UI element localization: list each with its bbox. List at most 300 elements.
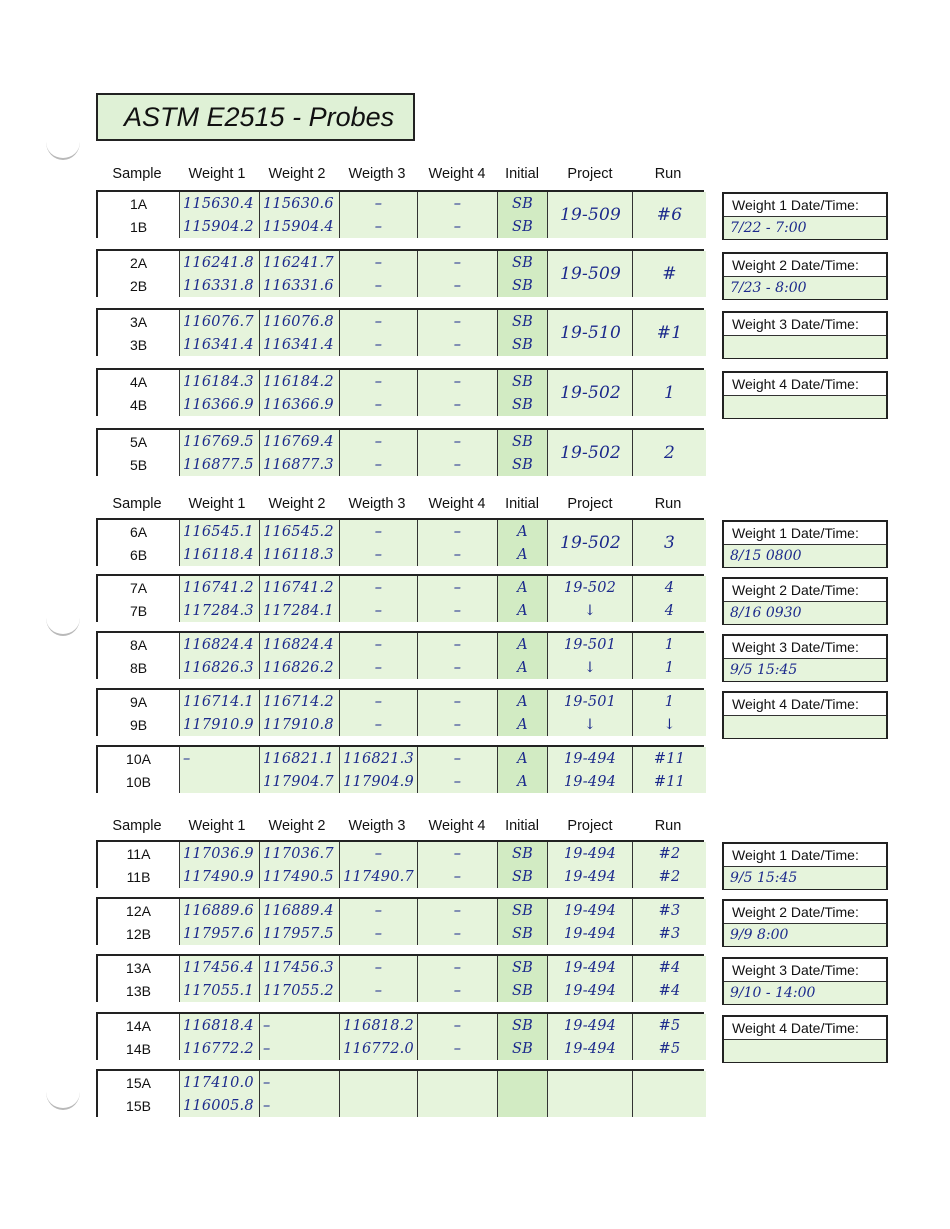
sample-id-cell: 10B [98,770,180,793]
w3-cell[interactable]: 116818.2 [340,1014,418,1037]
sample-id-cell: 11A [98,842,180,865]
sample-row [98,576,702,600]
project-cell[interactable]: 19-502 [548,576,633,599]
w4-cell[interactable]: – [418,370,498,393]
binder-hole-bottom [46,1074,80,1110]
w1-cell[interactable]: 115904.2 [180,215,260,238]
w3-cell[interactable]: 116772.0 [340,1037,418,1060]
date-time-label: Weight 3 Date/Time: [724,959,886,982]
run-cell[interactable]: 4 [633,576,706,599]
date-time-label: Weight 4 Date/Time: [724,693,886,716]
date-time-box [722,371,888,419]
w4-cell[interactable] [418,1071,498,1094]
initial-cell[interactable] [498,1094,548,1117]
sample-id-cell: 7B [98,599,180,622]
w4-cell[interactable]: – [418,215,498,238]
sample-pair-group [96,574,704,622]
date-time-box [722,577,888,625]
date-time-box [722,842,888,890]
w3-cell[interactable]: – [340,251,418,274]
sample-id-cell: 11B [98,865,180,888]
date-time-label: Weight 3 Date/Time: [724,636,886,659]
sample-id-cell: 12A [98,899,180,922]
project-cell[interactable]: 19-494 [548,899,633,922]
w3-cell[interactable]: – [340,274,418,297]
sample-id-cell: 3B [98,333,180,356]
run-merged-value: # [662,264,677,284]
w1-cell[interactable]: 115630.4 [180,192,260,215]
sample-pair-group [96,368,704,416]
sample-row [98,770,702,793]
initial-cell[interactable]: SB [498,370,548,393]
project-cell[interactable]: ↓ [548,713,633,736]
project-cell[interactable] [548,1094,633,1117]
run-merged-value: 3 [663,533,676,553]
w3-cell[interactable]: – [340,842,418,865]
w1-cell[interactable]: 116769.5 [180,430,260,453]
date-time-value[interactable]: 9/5 15:45 [724,659,886,681]
date-time-label: Weight 2 Date/Time: [724,901,886,924]
run-cell[interactable]: 1 [633,690,706,713]
w1-cell[interactable]: 117490.9 [180,865,260,888]
sample-row [98,979,702,1002]
initial-cell[interactable]: SB [498,956,548,979]
w1-cell[interactable]: 117284.3 [180,599,260,622]
w2-cell[interactable]: 116741.2 [260,576,340,599]
run-cell[interactable]: #4 [633,979,706,1002]
column-header: Weigth 3 [348,166,406,182]
date-time-box [722,634,888,682]
w4-cell[interactable]: – [418,333,498,356]
initial-cell[interactable]: A [498,576,548,599]
initial-cell[interactable]: SB [498,215,548,238]
initial-cell[interactable]: SB [498,453,548,476]
date-time-box [722,957,888,1005]
project-merged-value: 19-509 [559,264,622,284]
w3-cell[interactable]: – [340,922,418,945]
w3-cell[interactable]: – [340,543,418,566]
sample-pair-group [96,1012,704,1060]
run-cell[interactable]: #11 [633,747,706,770]
project-merged-value: 19-502 [559,533,622,553]
project-cell[interactable]: ↓ [548,599,633,622]
sample-pair-group [96,190,704,238]
w1-cell[interactable]: 116889.6 [180,899,260,922]
w1-cell[interactable]: 116714.1 [180,690,260,713]
w4-cell[interactable]: – [418,690,498,713]
run-cell[interactable] [633,1071,706,1094]
sample-id-cell: 4B [98,393,180,416]
initial-cell[interactable]: A [498,713,548,736]
project-cell[interactable]: 19-494 [548,922,633,945]
w2-cell[interactable]: 117284.1 [260,599,340,622]
sample-id-cell: 15A [98,1071,180,1094]
w1-cell[interactable]: 116545.1 [180,520,260,543]
initial-cell[interactable]: A [498,520,548,543]
w2-cell[interactable]: 116821.1 [260,747,340,770]
w2-cell[interactable]: 116714.2 [260,690,340,713]
w3-cell[interactable]: 116821.3 [340,747,418,770]
w4-cell[interactable]: – [418,274,498,297]
w2-cell[interactable]: 116824.4 [260,633,340,656]
sample-pair-group [96,954,704,1002]
w1-cell[interactable]: 116877.5 [180,453,260,476]
w2-cell[interactable]: 116184.2 [260,370,340,393]
w4-cell[interactable]: – [418,310,498,333]
date-time-value[interactable] [724,1040,886,1062]
w2-cell[interactable]: 116545.2 [260,520,340,543]
column-header-row [0,166,950,186]
w1-cell[interactable]: 116824.4 [180,633,260,656]
date-time-box [722,520,888,568]
w4-cell[interactable]: – [418,1037,498,1060]
w3-cell[interactable]: 117904.9 [340,770,418,793]
sample-pair-group [96,428,704,476]
w2-cell[interactable]: 117036.7 [260,842,340,865]
column-header: Weight 4 [428,818,486,834]
w2-cell[interactable]: – [260,1014,340,1037]
w3-cell[interactable]: – [340,430,418,453]
sample-id-cell: 8A [98,633,180,656]
sample-id-cell: 1B [98,215,180,238]
w4-cell[interactable]: – [418,633,498,656]
sample-id-cell: 3A [98,310,180,333]
sample-pair-group [96,518,704,566]
run-cell[interactable]: #4 [633,956,706,979]
initial-cell[interactable]: SB [498,430,548,453]
w1-cell[interactable]: 117910.9 [180,713,260,736]
initial-cell[interactable]: SB [498,310,548,333]
project-cell[interactable]: 19-494 [548,842,633,865]
w4-cell[interactable]: – [418,922,498,945]
sample-id-cell: 9B [98,713,180,736]
project-cell[interactable]: 19-494 [548,865,633,888]
w3-cell[interactable]: – [340,215,418,238]
w4-cell[interactable] [418,1094,498,1117]
initial-cell[interactable]: A [498,633,548,656]
w4-cell[interactable]: – [418,1014,498,1037]
initial-cell[interactable]: SB [498,865,548,888]
w1-cell[interactable]: – [180,747,260,770]
binder-hole-top [46,124,80,160]
w4-cell[interactable]: – [418,576,498,599]
w3-cell[interactable]: – [340,192,418,215]
run-cell[interactable]: #5 [633,1037,706,1060]
w2-cell[interactable]: 116889.4 [260,899,340,922]
column-header: Project [567,166,613,182]
column-header: Initial [505,496,539,512]
sample-id-cell: 15B [98,1094,180,1117]
date-time-label: Weight 1 Date/Time: [724,844,886,867]
project-cell[interactable]: 19-494 [548,979,633,1002]
initial-cell[interactable]: SB [498,251,548,274]
run-cell[interactable]: #11 [633,770,706,793]
date-time-value[interactable]: 7/22 - 7:00 [724,217,886,239]
w1-cell[interactable] [180,770,260,793]
w1-cell[interactable]: 116241.8 [180,251,260,274]
w2-cell[interactable]: 116826.2 [260,656,340,679]
w1-cell[interactable]: 116366.9 [180,393,260,416]
sample-id-cell: 5A [98,430,180,453]
initial-cell[interactable]: A [498,656,548,679]
w4-cell[interactable]: – [418,956,498,979]
w3-cell[interactable]: – [340,599,418,622]
w4-cell[interactable]: – [418,192,498,215]
w1-cell[interactable]: 116772.2 [180,1037,260,1060]
project-cell[interactable]: 19-494 [548,770,633,793]
column-header: Weight 2 [268,166,326,182]
project-cell[interactable]: 19-494 [548,1014,633,1037]
w4-cell[interactable]: – [418,599,498,622]
sample-row [98,842,702,866]
date-time-value[interactable] [724,396,886,418]
sample-row [98,922,702,945]
column-header: Weight 1 [188,166,246,182]
w4-cell[interactable]: – [418,430,498,453]
sample-id-cell: 5B [98,453,180,476]
sample-row [98,899,702,923]
initial-cell[interactable]: SB [498,842,548,865]
w2-cell[interactable]: 116331.6 [260,274,340,297]
w2-cell[interactable]: – [260,1094,340,1117]
column-header: Run [654,818,682,834]
w3-cell[interactable] [340,1094,418,1117]
column-header: Project [567,818,613,834]
initial-cell[interactable] [498,1071,548,1094]
w1-cell[interactable]: 116076.7 [180,310,260,333]
column-header: Weight 2 [268,496,326,512]
sample-row [98,865,702,888]
w2-cell[interactable]: 115630.6 [260,192,340,215]
date-time-label: Weight 1 Date/Time: [724,194,886,217]
date-time-value[interactable] [724,336,886,358]
w4-cell[interactable]: – [418,747,498,770]
initial-cell[interactable]: A [498,543,548,566]
date-time-box [722,691,888,739]
w2-cell[interactable]: 116877.3 [260,453,340,476]
w1-cell[interactable]: 116005.8 [180,1094,260,1117]
w4-cell[interactable]: – [418,979,498,1002]
w2-cell[interactable]: 117490.5 [260,865,340,888]
column-header: Run [654,496,682,512]
sample-pair-group [96,1069,704,1117]
column-header: Weight 1 [188,496,246,512]
w1-cell[interactable]: 116118.4 [180,543,260,566]
run-cell[interactable]: ↓ [633,713,706,736]
w1-cell[interactable]: 117957.6 [180,922,260,945]
date-time-box [722,311,888,359]
column-header: Weigth 3 [348,496,406,512]
run-cell[interactable]: 1 [633,633,706,656]
w2-cell[interactable]: 116241.7 [260,251,340,274]
sample-id-cell: 14A [98,1014,180,1037]
w3-cell[interactable]: – [340,899,418,922]
sample-row [98,656,702,679]
project-merged-value: 19-502 [559,443,622,463]
w2-cell[interactable]: 117055.2 [260,979,340,1002]
date-time-value[interactable]: 9/10 - 14:00 [724,982,886,1004]
w1-cell[interactable]: 116331.8 [180,274,260,297]
w2-cell[interactable]: 115904.4 [260,215,340,238]
w4-cell[interactable]: – [418,842,498,865]
project-merged-value: 19-509 [559,205,622,225]
run-cell[interactable]: #3 [633,899,706,922]
initial-cell[interactable]: A [498,690,548,713]
initial-cell[interactable]: SB [498,1037,548,1060]
project-cell[interactable]: 19-501 [548,690,633,713]
sample-row [98,1094,702,1117]
date-time-value[interactable] [724,716,886,738]
w1-cell[interactable]: 117456.4 [180,956,260,979]
project-cell[interactable]: 19-494 [548,1037,633,1060]
project-cell[interactable] [548,1071,633,1094]
w3-cell[interactable]: – [340,453,418,476]
sample-id-cell: 2B [98,274,180,297]
project-merged-value: 19-502 [559,383,622,403]
w3-cell[interactable]: – [340,713,418,736]
date-time-value[interactable]: 8/16 0930 [724,602,886,624]
date-time-box [722,1015,888,1063]
w3-cell[interactable] [340,1071,418,1094]
w2-cell[interactable]: 116366.9 [260,393,340,416]
w2-cell[interactable]: – [260,1037,340,1060]
w4-cell[interactable]: – [418,520,498,543]
date-time-label: Weight 2 Date/Time: [724,254,886,277]
run-cell[interactable]: #3 [633,922,706,945]
project-cell[interactable]: ↓ [548,656,633,679]
w3-cell[interactable]: – [340,979,418,1002]
w4-cell[interactable]: – [418,899,498,922]
w4-cell[interactable]: – [418,251,498,274]
initial-cell[interactable]: SB [498,922,548,945]
run-merged-value: 1 [663,383,676,403]
sample-row [98,747,702,771]
initial-cell[interactable]: SB [498,274,548,297]
date-time-value[interactable]: 8/15 0800 [724,545,886,567]
w2-cell[interactable]: 116118.3 [260,543,340,566]
run-cell[interactable]: 4 [633,599,706,622]
date-time-value[interactable]: 9/5 15:45 [724,867,886,889]
sample-pair-group [96,897,704,945]
project-cell[interactable]: 19-494 [548,747,633,770]
w3-cell[interactable]: – [340,633,418,656]
sample-id-cell: 7A [98,576,180,599]
initial-cell[interactable]: SB [498,192,548,215]
project-cell[interactable]: 19-501 [548,633,633,656]
w3-cell[interactable]: – [340,310,418,333]
initial-cell[interactable]: SB [498,393,548,416]
sample-id-cell: 1A [98,192,180,215]
date-time-label: Weight 2 Date/Time: [724,579,886,602]
initial-cell[interactable]: A [498,599,548,622]
w1-cell[interactable]: 116741.2 [180,576,260,599]
sample-id-cell: 6B [98,543,180,566]
w2-cell[interactable]: 116769.4 [260,430,340,453]
run-merged-value: #1 [656,323,683,343]
initial-cell[interactable]: A [498,770,548,793]
sample-pair-group [96,308,704,356]
w3-cell[interactable]: – [340,333,418,356]
w4-cell[interactable]: – [418,770,498,793]
column-header: Weight 1 [188,818,246,834]
initial-cell[interactable]: SB [498,333,548,356]
w2-cell[interactable]: 116341.4 [260,333,340,356]
w1-cell[interactable]: 117055.1 [180,979,260,1002]
w3-cell[interactable]: – [340,370,418,393]
initial-cell[interactable]: A [498,747,548,770]
w1-cell[interactable]: 117036.9 [180,842,260,865]
run-cell[interactable] [633,1094,706,1117]
w3-cell[interactable]: – [340,656,418,679]
binder-hole-middle [46,600,80,636]
sample-row [98,713,702,736]
date-time-label: Weight 3 Date/Time: [724,313,886,336]
w3-cell[interactable]: – [340,690,418,713]
w1-cell[interactable]: 116826.3 [180,656,260,679]
w2-cell[interactable]: 117910.8 [260,713,340,736]
date-time-box [722,899,888,947]
w2-cell[interactable]: 116076.8 [260,310,340,333]
sample-id-cell: 4A [98,370,180,393]
column-header-row [0,496,950,516]
date-time-value[interactable]: 7/23 - 8:00 [724,277,886,299]
w4-cell[interactable]: – [418,393,498,416]
w3-cell[interactable]: – [340,393,418,416]
run-merged-value: 2 [663,443,676,463]
w2-cell[interactable]: 117456.3 [260,956,340,979]
w4-cell[interactable]: – [418,656,498,679]
w4-cell[interactable]: – [418,865,498,888]
w4-cell[interactable]: – [418,543,498,566]
column-header: Sample [112,166,162,182]
w3-cell[interactable]: 117490.7 [340,865,418,888]
initial-cell[interactable]: SB [498,979,548,1002]
w2-cell[interactable]: 117957.5 [260,922,340,945]
project-cell[interactable]: 19-494 [548,956,633,979]
w1-cell[interactable]: 116184.3 [180,370,260,393]
date-time-value[interactable]: 9/9 8:00 [724,924,886,946]
w1-cell[interactable]: 117410.0 [180,1071,260,1094]
w4-cell[interactable]: – [418,713,498,736]
sample-row [98,1037,702,1060]
column-header: Project [567,496,613,512]
run-cell[interactable]: #5 [633,1014,706,1037]
w3-cell[interactable]: – [340,576,418,599]
initial-cell[interactable]: SB [498,1014,548,1037]
w1-cell[interactable]: 116341.4 [180,333,260,356]
w4-cell[interactable]: – [418,453,498,476]
run-cell[interactable]: #2 [633,865,706,888]
run-cell[interactable]: #2 [633,842,706,865]
w1-cell[interactable]: 116818.4 [180,1014,260,1037]
w2-cell[interactable]: – [260,1071,340,1094]
sample-pair-group [96,688,704,736]
column-header: Weigth 3 [348,818,406,834]
sample-pair-group [96,745,704,793]
column-header: Weight 4 [428,496,486,512]
run-cell[interactable]: 1 [633,656,706,679]
date-time-box [722,252,888,300]
initial-cell[interactable]: SB [498,899,548,922]
sample-row [98,1071,702,1095]
sample-row [98,1014,702,1038]
w2-cell[interactable]: 117904.7 [260,770,340,793]
sample-row [98,690,702,714]
sample-id-cell: 14B [98,1037,180,1060]
column-header-row [0,818,950,838]
w3-cell[interactable]: – [340,956,418,979]
w3-cell[interactable]: – [340,520,418,543]
